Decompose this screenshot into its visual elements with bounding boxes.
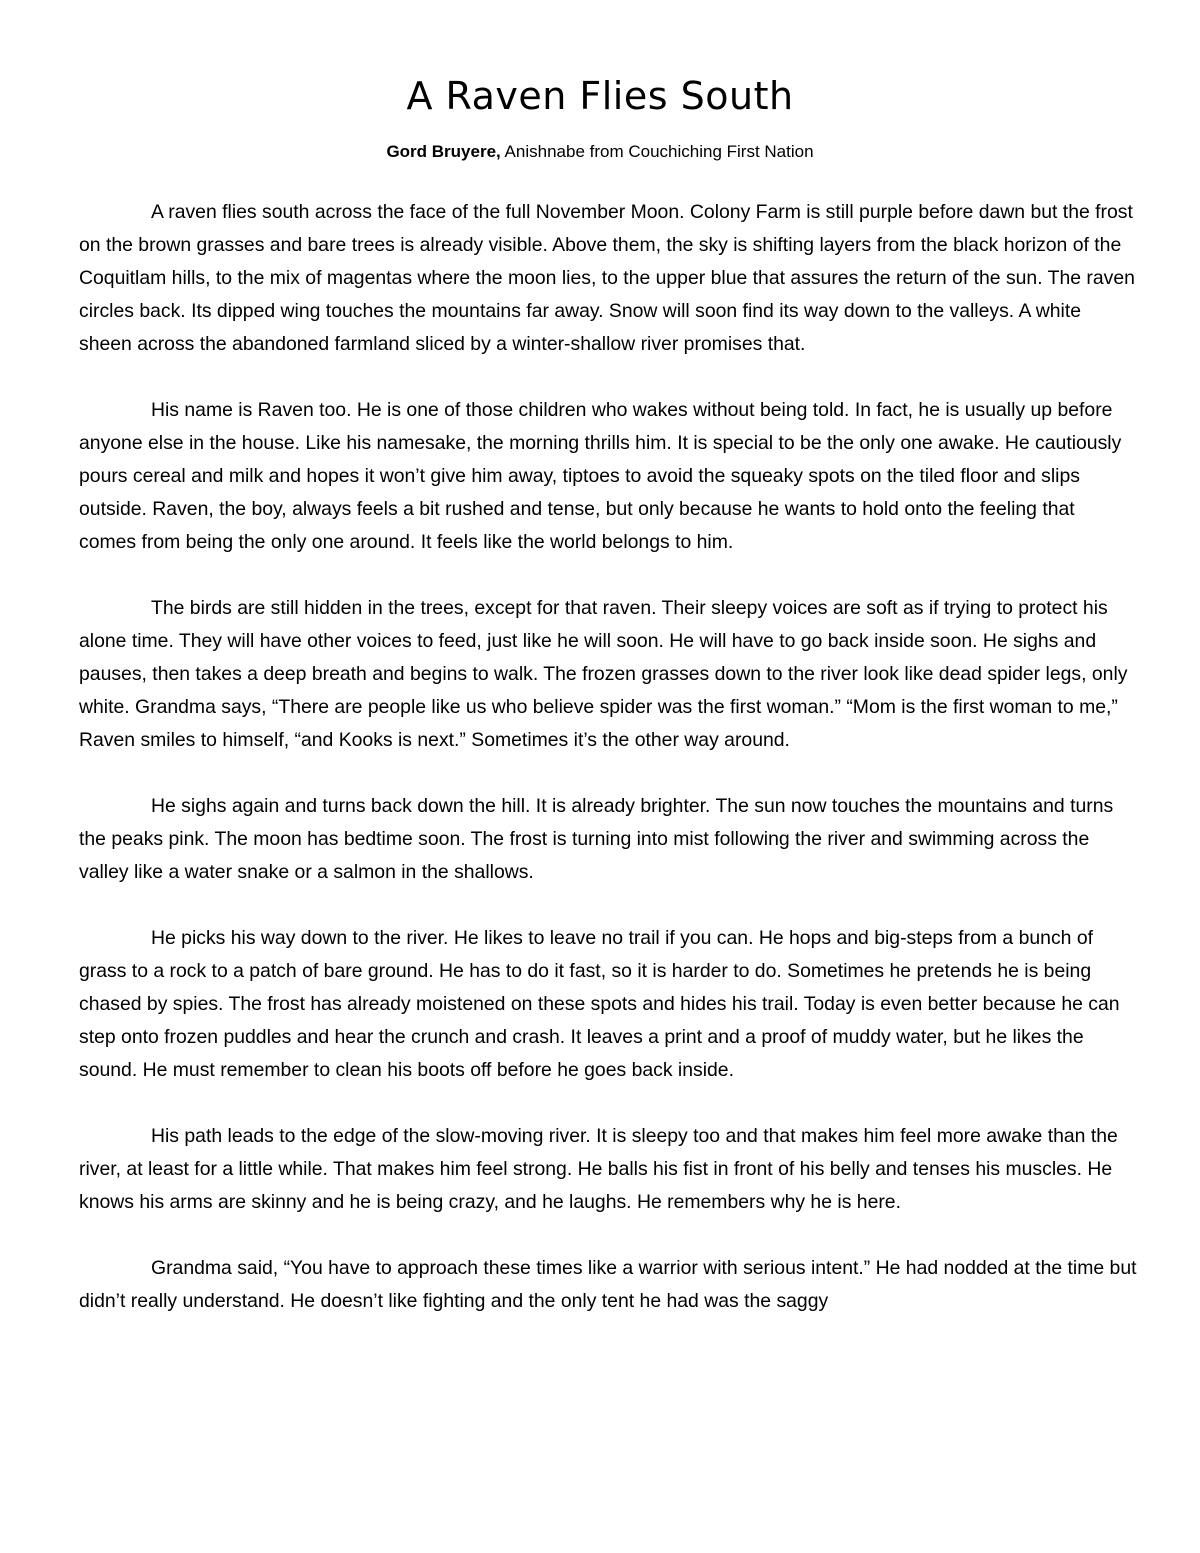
paragraph: He picks his way down to the river. He likes to leave no trail if you can. He hops and big-steps from a bunch of grass to a rock to a patch of bare ground. He has to do it fast, so it is harder to do. Sometimes he pretends he is being chased by spies. The frost has already moistened on these spots and hides his trail. Today is even better because he can step onto frozen puddles and hear the crunch and crash. It leaves a print and a proof of muddy water, but he likes the sound. He must remember to clean his boots off before he goes back inside. (79, 927, 1120, 1081)
story-body (79, 196, 1137, 1318)
paragraph: Grandma said, “You have to approach these times like a warrior with serious intent.” He had nodded at the time but didn’t really understand. He doesn’t like fighting and the only tent he had was the saggy (79, 1257, 1137, 1312)
paragraph: His name is Raven too. He is one of those children who wakes without being told. In fact, he is usually up before anyone else in the house. Like his namesake, the morning thrills him. It is special to be the only one awake. He cautiously pours cereal and milk and hopes it won’t give him away, tiptoes to avoid the squeaky spots on the tiled floor and slips outside. Raven, the boy, always feels a bit rushed and tense, but only because he wants to hold onto the feeling that comes from being the only one around. It feels like the world belongs to him. (79, 399, 1122, 553)
paragraph: He sighs again and turns back down the hill. It is already brighter. The sun now touches the mountains and turns the peaks pink. The moon has bedtime soon. The frost is turning into mist following the river and swimming across the valley like a water snake or a salmon in the shallows. (79, 795, 1114, 883)
story-title: A Raven Flies South (406, 74, 794, 118)
byline (0, 140, 1200, 164)
author-name: Gord Bruyere, (386, 142, 501, 161)
paragraph: The birds are still hidden in the trees, except for that raven. Their sleepy voices are soft as if trying to protect his alone time. They will have other voices to feed, just like he will soon. He will have to go back inside soon. He sighs and pauses, then takes a deep breath and begins to walk. The frozen grasses down to the river look like dead spider legs, only white. Grandma says, “There are people like us who believe spider was the first woman.” “Mom is the first woman to me,” Raven smiles to himself, “and Kooks is next.” Sometimes it’s the other way around. (79, 597, 1128, 751)
paragraph: His path leads to the edge of the slow-moving river. It is sleepy too and that makes him feel more awake than the river, at least for a little while. That makes him feel strong. He balls his fist in front of his belly and tenses his muscles. He knows his arms are skinny and he is being crazy, and he laughs. He remembers why he is here. (79, 1125, 1118, 1213)
paragraph: A raven flies south across the face of the full November Moon. Colony Farm is still purple before dawn but the frost on the brown grasses and bare trees is already visible. Above them, the sky is shifting layers from the black horizon of the Coquitlam hills, to the mix of magentas where the moon lies, to the upper blue that assures the return of the sun. The raven circles back. Its dipped wing touches the mountains far away. Snow will soon find its way down to the valleys. A white sheen across the abandoned farmland sliced by a winter-shallow river promises that. (79, 201, 1135, 355)
author-affiliation: Anishnabe from Couchiching First Nation (500, 142, 814, 161)
